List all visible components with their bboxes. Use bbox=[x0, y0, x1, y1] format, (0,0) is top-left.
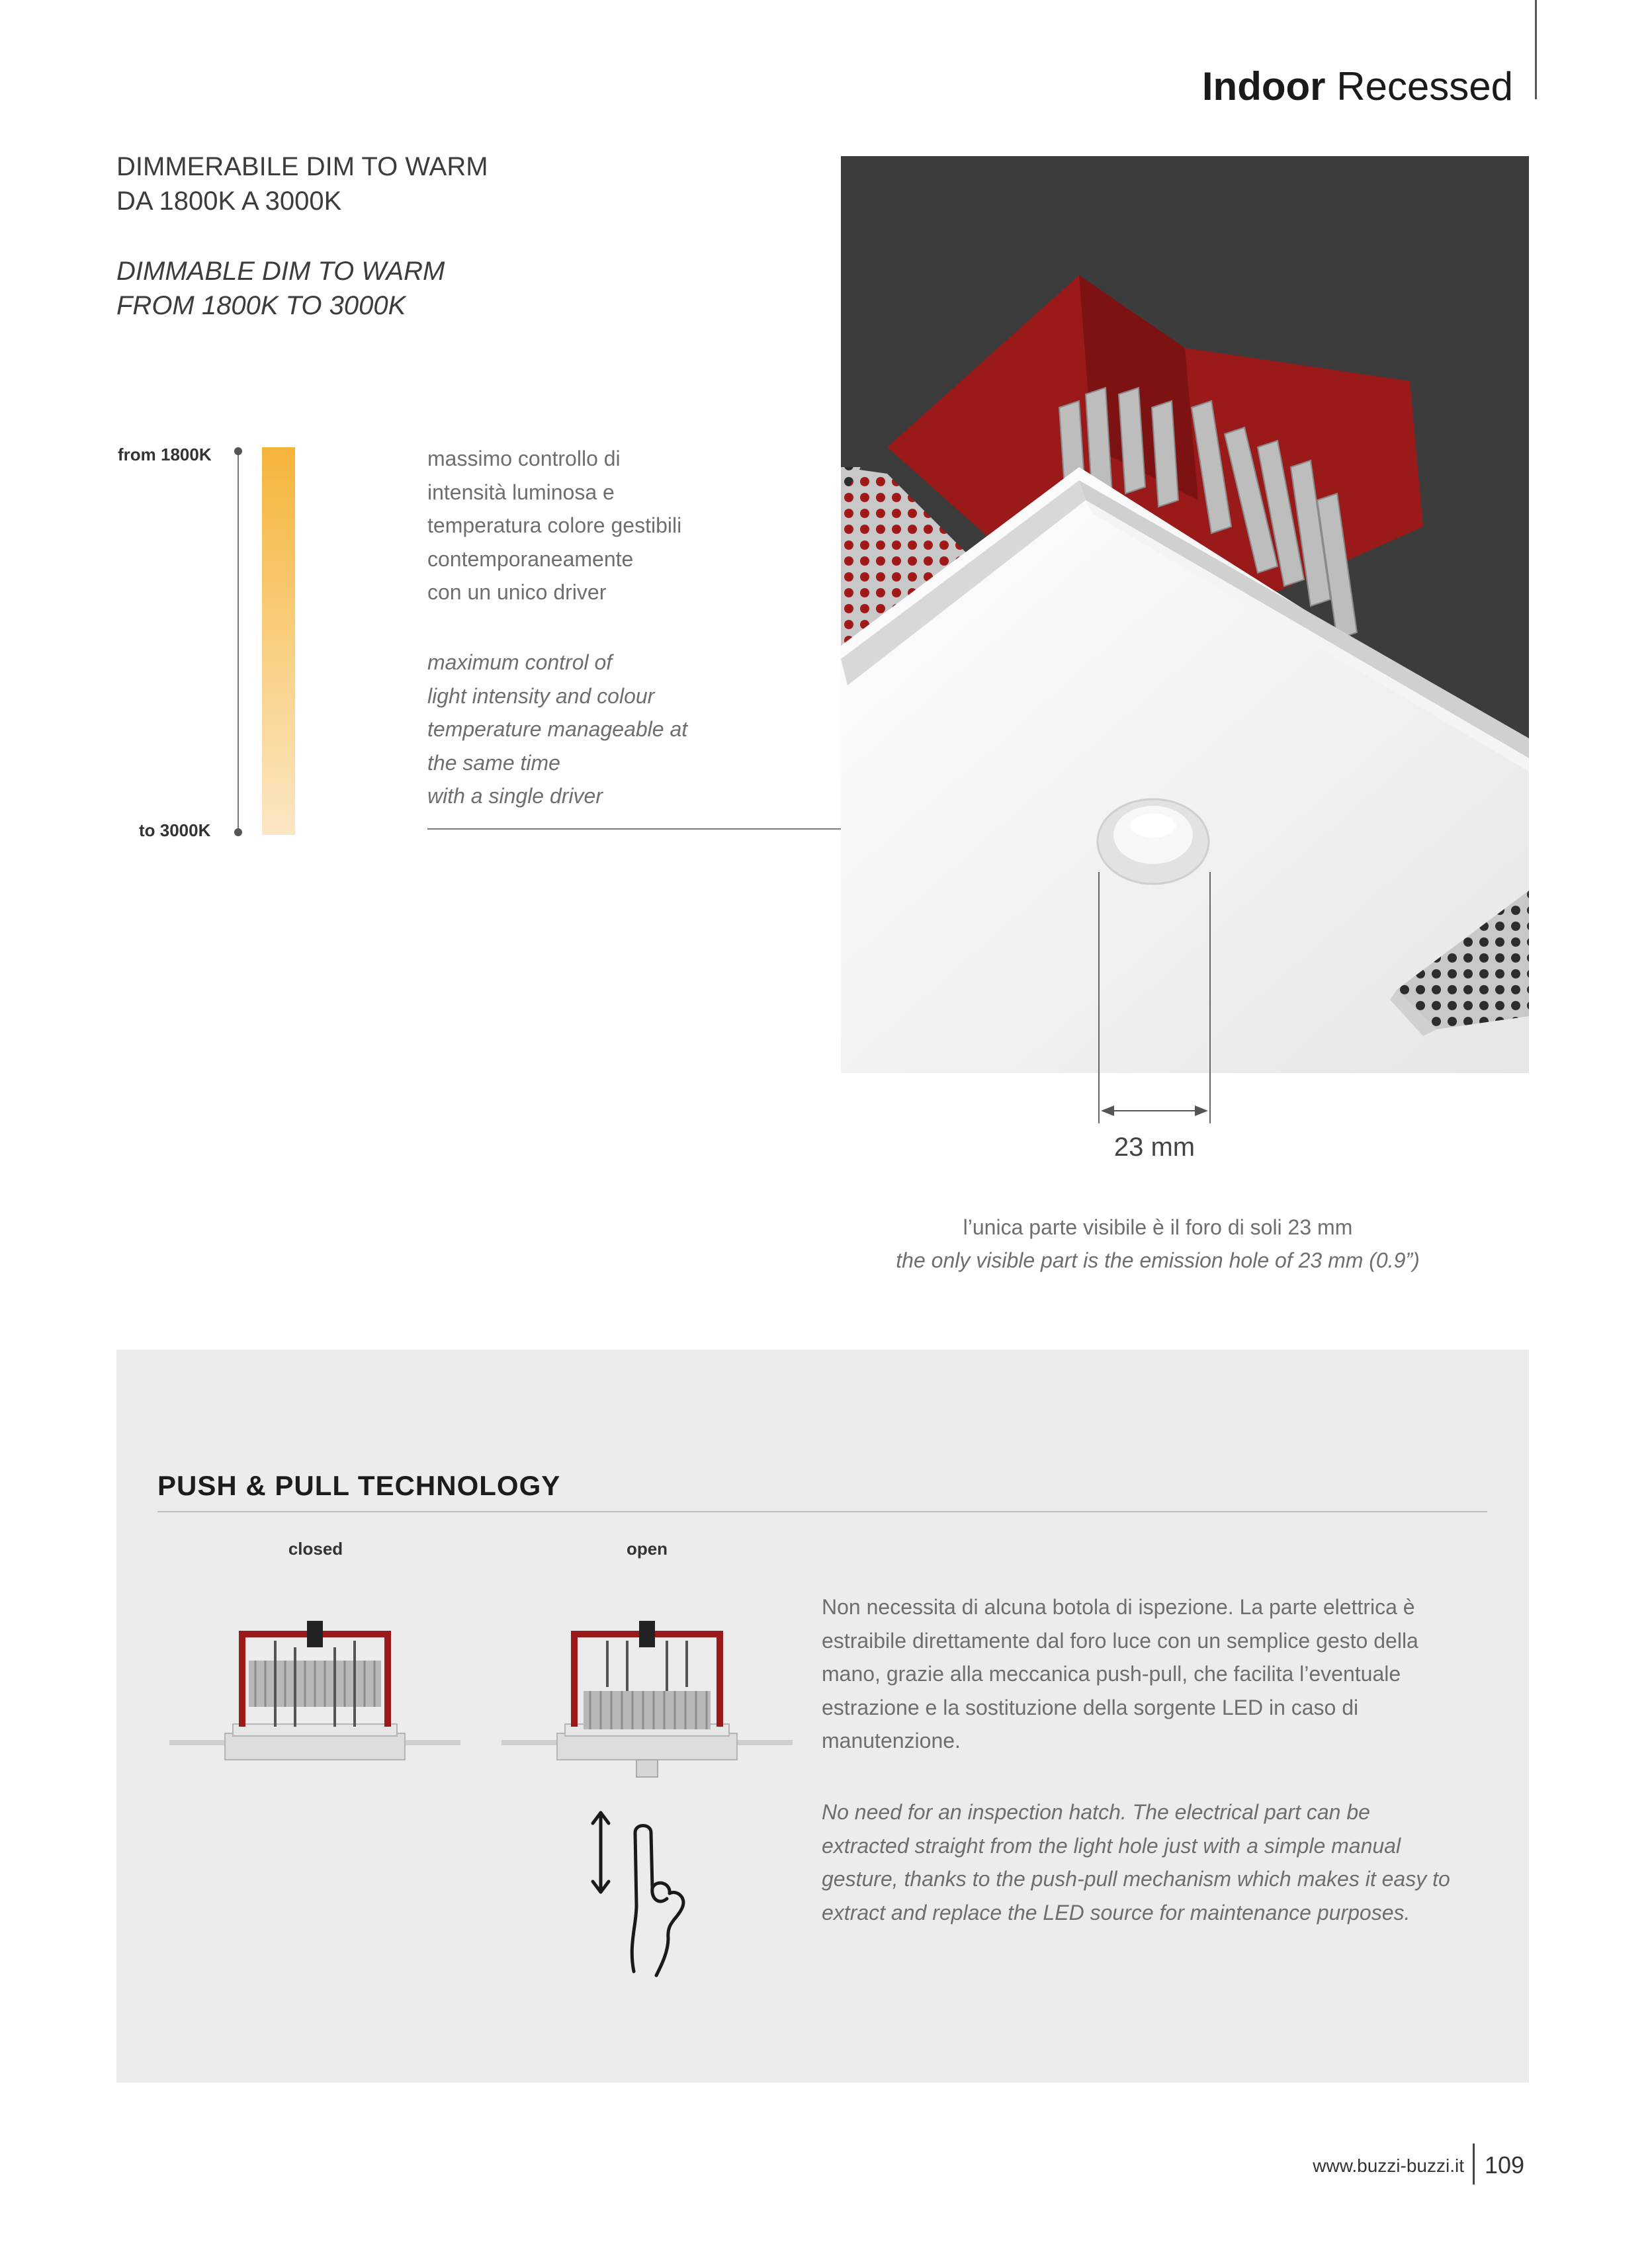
feature-line: temperature manageable at bbox=[427, 717, 688, 741]
feature-line: with a single driver bbox=[427, 784, 603, 808]
push-pull-text-en bbox=[822, 1796, 1497, 1929]
scale-line bbox=[238, 450, 239, 832]
scale-to-label: to 3000K bbox=[139, 820, 211, 840]
intro-heading-en-line: FROM 1800K TO 3000K bbox=[116, 291, 406, 320]
fixture-open-diagram bbox=[501, 1594, 793, 1813]
features-en bbox=[427, 646, 687, 813]
dimension-value: 23 mm bbox=[1113, 1133, 1196, 1162]
intro-heading-it-line: DIMMERABILE DIM TO WARM bbox=[116, 152, 488, 181]
scale-dot-bottom bbox=[234, 828, 242, 836]
dimension-line-right bbox=[1209, 872, 1211, 1123]
label-closed: closed bbox=[288, 1539, 343, 1559]
dimension-arrow-icon bbox=[1100, 1102, 1209, 1119]
feature-line: the same time bbox=[427, 750, 560, 775]
page-title-bold: Indoor bbox=[1201, 64, 1326, 108]
feature-line: massimo controllo di bbox=[427, 447, 621, 470]
paragraph-line: manutenzione. bbox=[822, 1729, 961, 1752]
footer-url-link[interactable]: www.buzzi-buzzi.it bbox=[1313, 2155, 1464, 2176]
paragraph-line: estrazione e la sostituzione della sorgente LED in caso di bbox=[822, 1695, 1359, 1719]
header-divider bbox=[1535, 0, 1537, 99]
page-number: 109 bbox=[1485, 2151, 1525, 2179]
paragraph-line: extract and replace the LED source for maintenance purposes. bbox=[822, 1900, 1411, 1925]
feature-line: light intensity and colour bbox=[427, 683, 655, 708]
caption-it: l’unica parte visibile è il foro di soli 23 mm bbox=[963, 1215, 1353, 1239]
intro-heading-en-line: DIMMABLE DIM TO WARM bbox=[116, 257, 445, 286]
scale-dot-top bbox=[234, 447, 242, 455]
paragraph-line: No need for an inspection hatch. The electrical part can be bbox=[822, 1800, 1370, 1824]
paragraph-line: estraibile direttamente dal foro luce con un semplice gesto della bbox=[822, 1628, 1418, 1653]
caption-en: the only visible part is the emission hole of 23 mm (0.9”) bbox=[896, 1248, 1420, 1272]
paragraph-line: Non necessita di alcuna botola di ispezione. La parte elettrica è bbox=[822, 1595, 1415, 1619]
page-title bbox=[1202, 64, 1513, 109]
scale-from-label: from 1800K bbox=[118, 445, 212, 464]
push-pull-title: PUSH & PULL TECHNOLOGY bbox=[157, 1470, 561, 1501]
intro-heading-it bbox=[116, 150, 488, 218]
feature-line: contemporaneamente bbox=[427, 546, 634, 571]
push-pull-text-it bbox=[822, 1590, 1497, 1758]
feature-line: intensità luminosa e bbox=[427, 480, 615, 504]
page-title-light: Recessed bbox=[1336, 64, 1513, 108]
dimension-line-left bbox=[1098, 872, 1100, 1123]
label-open: open bbox=[626, 1539, 668, 1559]
feature-line: maximum control of bbox=[427, 650, 613, 674]
product-photo bbox=[841, 156, 1529, 1073]
color-temperature-gradient bbox=[262, 447, 295, 835]
paragraph-line: extracted straight from the light hole just with a simple manual bbox=[822, 1833, 1401, 1858]
paragraph-line: mano, grazie alla meccanica push-pull, che facilita l’eventuale bbox=[822, 1662, 1401, 1686]
fixture-closed-diagram bbox=[169, 1594, 460, 1786]
feature-line: temperatura colore gestibili bbox=[427, 513, 682, 537]
intro-heading-it-line: DA 1800K A 3000K bbox=[116, 187, 342, 216]
footer-divider bbox=[1473, 2143, 1475, 2185]
push-pull-hand-icon bbox=[582, 1806, 715, 1978]
paragraph-line: gesture, thanks to the push-pull mechanism which makes it easy to bbox=[822, 1867, 1450, 1891]
intro-heading-en bbox=[116, 254, 445, 323]
push-pull-divider bbox=[157, 1511, 1487, 1512]
feature-line: con un unico driver bbox=[427, 580, 607, 604]
features-it bbox=[427, 442, 681, 609]
